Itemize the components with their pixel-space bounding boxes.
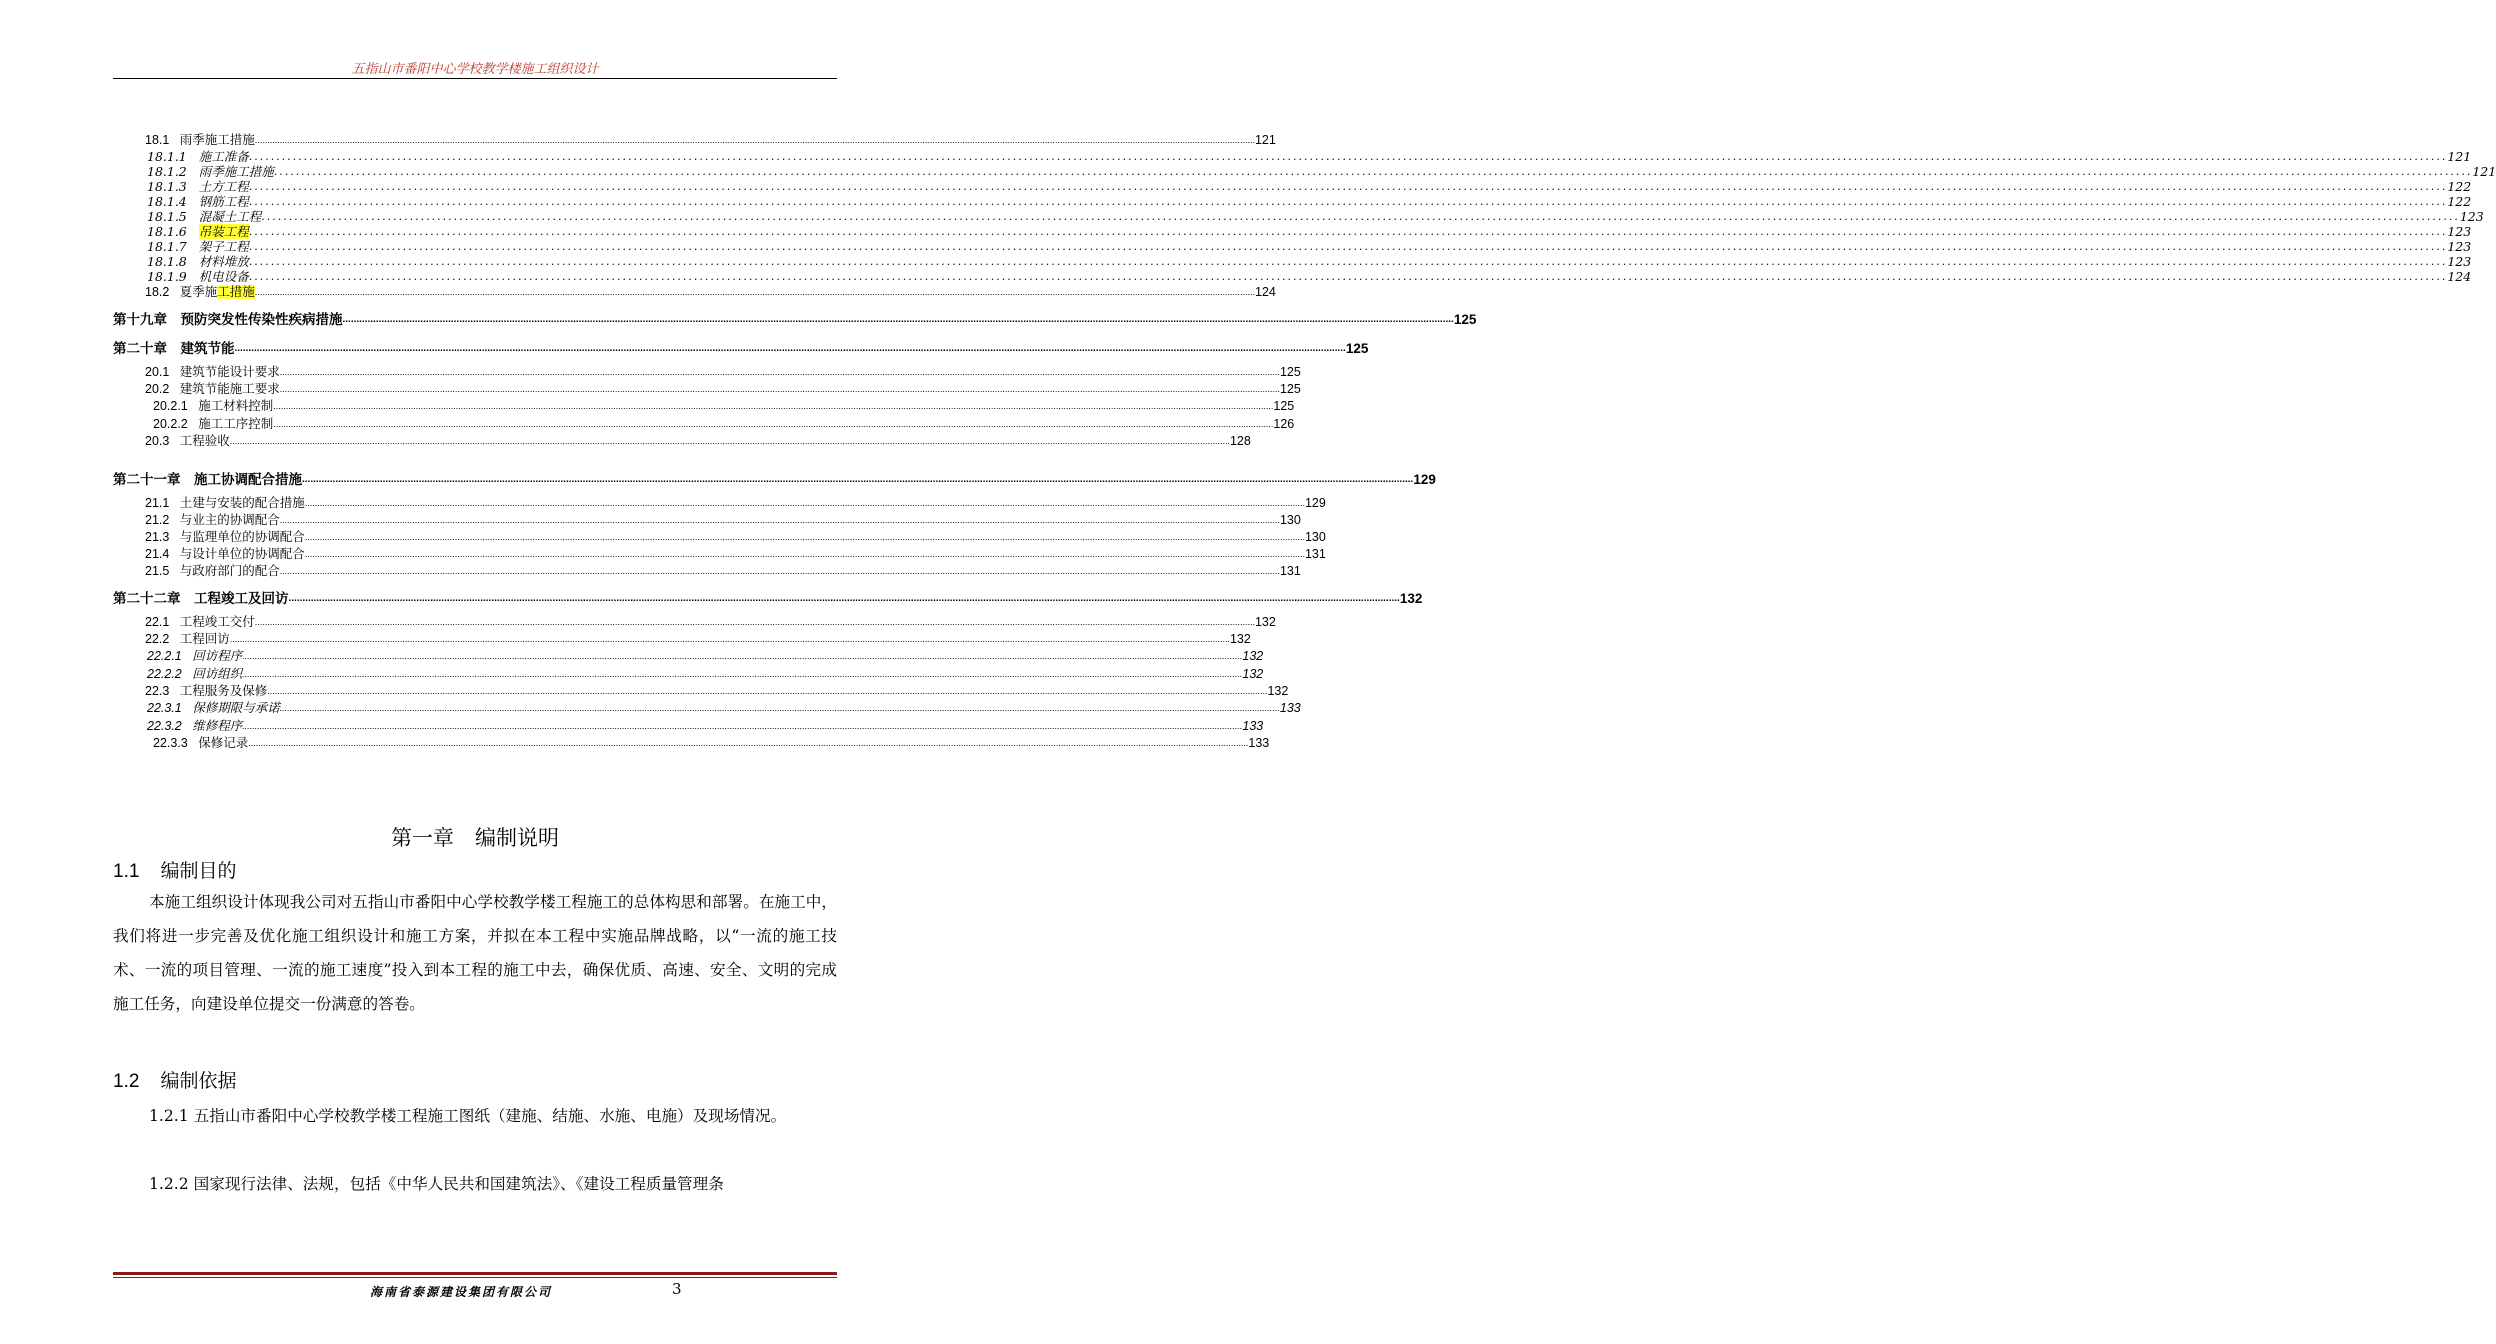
toc-entry-label	[153, 735, 248, 753]
toc-entry-label	[145, 614, 255, 631]
toc-page-number: 125	[1279, 365, 1301, 379]
toc-entry-number: 22.3.1	[147, 701, 182, 715]
toc-entry[interactable]	[113, 589, 1423, 609]
toc-entry-label	[145, 433, 230, 450]
toc-entry-title: 建筑节能施工要求	[179, 382, 280, 396]
toc-entry-number: 21.1	[145, 496, 170, 510]
toc-leader-dots: ................................................................................................................................................................................................................................................................................................................................................................................................................	[273, 418, 1274, 429]
toc-entry[interactable]	[113, 132, 1276, 149]
toc-entry-label	[147, 700, 280, 718]
toc-entry-title: 混凝土工程	[198, 209, 262, 224]
section-title: 编制依据	[160, 1071, 237, 1092]
page-header-title: 五指山市番阳中心学校教学楼施工组织设计	[351, 62, 599, 77]
toc-entry-label	[113, 470, 302, 490]
toc-entry-title: 吊装工程	[198, 224, 249, 239]
toc-leader-dots: ................................................................................................................................................................................................................................................................................................................................................................................................................	[279, 515, 1280, 525]
toc-page-number: 125	[1345, 341, 1369, 356]
toc-entry-label	[147, 194, 249, 209]
toc-page-number: 123	[2447, 254, 2472, 269]
toc-entry-number: 20.2.1	[153, 399, 188, 413]
toc-entry-number: 18.1.5	[147, 209, 187, 224]
toc-entry-number: 第二十一章	[113, 472, 181, 487]
toc-page-number: 121	[1254, 133, 1276, 147]
toc-page-number: 129	[1413, 472, 1436, 487]
toc-entry-title: 工程验收	[179, 434, 230, 448]
toc-entry-number: 18.1	[145, 133, 170, 147]
paragraph-text: 1.2.1 五指山市番阳中心学校教学楼工程施工图纸（建施、结施、水施、电施）及现场情况。	[149, 1107, 787, 1125]
toc-leader-dots: ................................................................................................................................................................................................................................................................................................................................................................................................................	[279, 384, 1280, 394]
toc-entry-title: 雨季施工措施	[179, 133, 255, 147]
toc-leader-dots: ................................................................................................................................................................................................................................................................................................................................................................................................................	[234, 343, 1346, 354]
toc-entry-title: 雨季施工措施	[198, 164, 274, 179]
toc-entry-label	[145, 546, 305, 563]
header-rule	[113, 78, 837, 79]
toc-leader-dots: ................................................................................................................................................................................................................................................................................................................................................................................................................	[242, 668, 1243, 679]
toc-page-number: 123	[2447, 224, 2472, 239]
paragraph	[113, 885, 837, 1021]
toc-entry-title: 工程竣工及回访	[194, 591, 289, 606]
toc-leader-dots: ................................................................................................................................................................................................................................................................................................................................................................................................................	[254, 135, 1255, 145]
toc-entry-number: 18.1.3	[147, 179, 187, 194]
toc-leader-dots: ................................................................................................................................................................................................................................................................................................................................................................................................................	[229, 634, 1230, 644]
toc-entry[interactable]	[113, 614, 1276, 631]
toc-leader-dots: ................................................................................................................................................................................................................................................................................................................................................................................................................	[248, 225, 2448, 238]
toc-entry-title: 架子工程	[198, 239, 249, 254]
toc-page-number: 122	[2447, 179, 2472, 194]
toc-entry-label	[113, 339, 235, 359]
toc-entry[interactable]	[113, 416, 1295, 434]
toc-page-number: 125	[1453, 312, 1477, 327]
toc-page-number: 128	[1229, 434, 1251, 448]
toc-page-number: 125	[1273, 399, 1295, 413]
toc-page-number: 132	[1242, 649, 1264, 663]
toc-entry[interactable]	[113, 364, 1301, 381]
toc-entry[interactable]	[113, 648, 1264, 666]
toc-leader-dots: ................................................................................................................................................................................................................................................................................................................................................................................................................	[248, 195, 2448, 208]
toc-entry-number: 22.2.2	[147, 666, 182, 681]
toc-entry-title: 建筑节能	[180, 341, 235, 356]
toc-page-number: 133	[1248, 736, 1270, 750]
toc-entry-title: 施工材料控制	[198, 399, 274, 413]
toc-leader-dots: ................................................................................................................................................................................................................................................................................................................................................................................................................	[304, 532, 1305, 542]
toc-leader-dots: ................................................................................................................................................................................................................................................................................................................................................................................................................	[279, 703, 1280, 713]
toc-entry-title: 建筑节能设计要求	[179, 365, 280, 379]
toc-entry-number: 第十九章	[113, 312, 167, 327]
toc-entry-title: 工程回访	[179, 632, 230, 646]
toc-entry-number: 22.3.3	[153, 736, 188, 750]
section-number: 1.2	[113, 1071, 140, 1092]
toc-entry-label	[147, 209, 261, 224]
toc-entry-number: 20.2	[145, 382, 170, 396]
toc-entry[interactable]	[113, 433, 1251, 450]
toc-entry-label	[145, 381, 280, 398]
toc-entry[interactable]	[113, 398, 1295, 416]
chapter-title: 第一章 编制说明	[391, 827, 559, 850]
toc-page-number: 123	[2447, 239, 2472, 254]
toc-entry-number: 18.1.1	[147, 149, 187, 164]
toc-entry[interactable]	[113, 700, 1301, 718]
toc-entry[interactable]	[113, 529, 1326, 546]
toc-entry-number: 22.3.2	[147, 718, 182, 733]
toc-entry-title: 土方工程	[198, 179, 249, 194]
toc-entry[interactable]	[113, 339, 1369, 359]
toc-leader-dots: ................................................................................................................................................................................................................................................................................................................................................................................................................	[279, 367, 1280, 377]
toc-entry-label	[153, 398, 273, 416]
toc-entry-number: 22.2.1	[147, 649, 182, 663]
toc-entry[interactable]	[113, 209, 2484, 224]
toc-entry-label	[113, 310, 343, 330]
toc-entry-number: 21.3	[145, 530, 170, 544]
toc-page-number: 132	[1242, 666, 1264, 681]
toc-leader-dots: ................................................................................................................................................................................................................................................................................................................................................................................................................	[248, 255, 2448, 268]
toc-entry-title: 施工准备	[198, 149, 249, 164]
toc-entry-number: 22.3	[145, 684, 170, 698]
toc-entry[interactable]	[113, 718, 1264, 736]
toc-entry-title: 与监理单位的协调配合	[179, 530, 305, 544]
toc-leader-dots: ................................................................................................................................................................................................................................................................................................................................................................................................................	[302, 474, 1414, 485]
toc-page-number: 124	[1255, 285, 1276, 299]
toc-entry-label	[147, 179, 249, 194]
toc-leader-dots: ................................................................................................................................................................................................................................................................................................................................................................................................................	[242, 651, 1243, 661]
toc-entry-label	[147, 254, 249, 269]
toc-page-number: 132	[1254, 615, 1276, 629]
toc-entry-title: 维修程序	[192, 718, 243, 733]
toc-page-number: 131	[1304, 547, 1326, 561]
toc-entry-number: 18.1.2	[147, 164, 187, 179]
toc-entry-label	[145, 512, 280, 529]
footer-rule-thin	[113, 1277, 837, 1278]
toc-entry[interactable]	[113, 495, 1326, 512]
toc-entry-label	[153, 416, 273, 434]
toc-leader-dots: ................................................................................................................................................................................................................................................................................................................................................................................................................	[304, 549, 1305, 559]
toc-leader-dots: ................................................................................................................................................................................................................................................................................................................................................................................................................	[279, 566, 1280, 576]
toc-entry-title: 施工协调配合措施	[194, 472, 302, 487]
toc-entry[interactable]	[113, 239, 2472, 254]
paragraph	[113, 1099, 837, 1133]
toc-leader-dots: ................................................................................................................................................................................................................................................................................................................................................................................................................	[254, 287, 1255, 297]
toc-entry-number: 21.4	[145, 547, 170, 561]
toc-entry-label	[145, 563, 280, 580]
paragraph-text: 1.2.2 国家现行法律、法规，包括《中华人民共和国建筑法》、《建设工程质量管理条	[149, 1175, 724, 1193]
toc-page-number: 129	[1304, 496, 1326, 510]
toc-entry-number: 22.2	[145, 632, 170, 646]
toc-entry-number: 第二十二章	[113, 591, 181, 606]
toc-leader-dots: ................................................................................................................................................................................................................................................................................................................................................................................................................	[248, 240, 2448, 253]
toc-entry[interactable]	[113, 179, 2472, 194]
toc-entry-title: 材料堆放	[198, 254, 249, 269]
toc-page-number: 123	[2459, 209, 2484, 224]
toc-entry-title: 与业主的协调配合	[179, 513, 280, 527]
section-heading-1-2	[113, 1066, 237, 1093]
toc-entry[interactable]	[113, 470, 1436, 490]
toc-entry-title: 施工工序控制	[198, 416, 274, 431]
toc-leader-dots: ................................................................................................................................................................................................................................................................................................................................................................................................................	[288, 593, 1400, 604]
toc-entry-number: 18.2	[145, 285, 170, 299]
toc-page-number: 132	[1267, 684, 1289, 698]
toc-entry-label	[145, 529, 305, 546]
toc-entry-number: 18.1.7	[147, 239, 187, 254]
toc-entry-number: 20.2.2	[153, 416, 188, 431]
toc-entry-title: 回访程序	[192, 649, 243, 663]
toc-entry-number: 第二十章	[113, 341, 167, 356]
toc-entry-label	[113, 589, 289, 609]
toc-entry-title: 回访组织	[192, 666, 243, 681]
toc-leader-dots: ................................................................................................................................................................................................................................................................................................................................................................................................................	[248, 150, 2448, 163]
paragraph	[113, 1167, 837, 1201]
toc-leader-dots: ................................................................................................................................................................................................................................................................................................................................................................................................................	[248, 270, 2448, 283]
section-title: 编制目的	[160, 861, 237, 882]
toc-page-number: 132	[1399, 591, 1423, 606]
toc-entry[interactable]	[113, 512, 1301, 529]
toc-page-number: 125	[1279, 382, 1301, 396]
toc-entry-number: 20.1	[145, 365, 170, 379]
toc-leader-dots: ................................................................................................................................................................................................................................................................................................................................................................................................................	[248, 738, 1249, 748]
toc-page-number: 133	[1279, 701, 1301, 715]
footer-company: 海南省泰源建设集团有限公司	[370, 1285, 553, 1299]
toc-entry-label	[145, 631, 230, 648]
toc-entry-number: 18.1.6	[147, 224, 187, 239]
toc-leader-dots: ................................................................................................................................................................................................................................................................................................................................................................................................................	[304, 498, 1305, 508]
toc-entry-title: 工程服务及保修	[179, 684, 268, 698]
toc-entry[interactable]	[113, 631, 1251, 648]
toc-entry-label	[147, 164, 274, 179]
toc-entry-label	[147, 239, 249, 254]
toc-entry-label	[145, 132, 255, 149]
toc-page-number: 122	[2447, 194, 2472, 209]
toc-entry-number: 20.3	[145, 434, 170, 448]
toc-entry-title: 预防突发性传染性疾病措施	[180, 312, 343, 327]
section-heading-1-1	[113, 856, 237, 883]
toc-entry-title: 机电设备	[198, 269, 249, 284]
toc-entry[interactable]	[113, 546, 1326, 563]
toc-entry-label	[145, 284, 255, 301]
toc-entry[interactable]	[113, 224, 2472, 239]
toc-entry[interactable]	[113, 735, 1270, 753]
toc-entry-label	[147, 224, 249, 239]
toc-page-number: 130	[1279, 513, 1301, 527]
toc-entry-label	[145, 683, 267, 700]
toc-page-number: 121	[2447, 149, 2472, 164]
toc-entry-title: 保修期限与承诺	[192, 701, 280, 715]
toc-entry-label	[145, 364, 280, 381]
toc-entry-label	[147, 718, 242, 736]
toc-entry-label	[147, 648, 242, 666]
toc-entry[interactable]	[113, 381, 1301, 398]
toc-leader-dots: ................................................................................................................................................................................................................................................................................................................................................................................................................	[267, 686, 1268, 696]
toc-entry-label	[145, 495, 305, 512]
toc-entry-number: 21.5	[145, 564, 170, 578]
toc-entry-number: 18.1.4	[147, 194, 187, 209]
toc-entry[interactable]	[113, 269, 2472, 284]
toc-entry-title: 与政府部门的配合	[179, 564, 280, 578]
toc-entry-number: 18.1.8	[147, 254, 187, 269]
toc-entry[interactable]	[113, 310, 1477, 330]
toc-leader-dots: ................................................................................................................................................................................................................................................................................................................................................................................................................	[273, 165, 2473, 178]
toc-entry-title: 土建与安装的配合措施	[179, 496, 305, 510]
toc-leader-dots: ................................................................................................................................................................................................................................................................................................................................................................................................................	[273, 401, 1274, 411]
toc-leader-dots: ................................................................................................................................................................................................................................................................................................................................................................................................................	[261, 210, 2460, 223]
toc-entry[interactable]	[113, 149, 2472, 164]
paragraph-text: 本施工组织设计体现我公司对五指山市番阳中心学校教学楼工程施工的总体构思和部署。在施工中，我们将进一步完善及优化施工组织设计和施工方案，并拟在本工程中实施品牌战略，以“一流的施工技术、一流的项目管理、一流的施工速度”投入到本工程的施工中去，确保优质、高速、安全、文明的完成施工任务，向建设单位提交一份满意的答卷。	[113, 893, 837, 1013]
page-number: 3	[672, 1280, 682, 1298]
toc-entry[interactable]	[113, 666, 1264, 684]
toc-page-number: 133	[1242, 718, 1264, 733]
toc-entry-title: 工程竣工交付	[179, 615, 255, 629]
toc-entry-label	[147, 666, 242, 684]
toc-entry[interactable]	[113, 563, 1301, 580]
toc-entry-number: 18.1.9	[147, 269, 187, 284]
toc-entry-title: 夏季施工措施	[179, 285, 255, 299]
toc-page-number: 126	[1273, 416, 1295, 431]
toc-entry[interactable]	[113, 194, 2472, 209]
toc-leader-dots: ................................................................................................................................................................................................................................................................................................................................................................................................................	[248, 180, 2448, 193]
toc-entry-title: 保修记录	[198, 736, 249, 750]
toc-entry[interactable]	[113, 683, 1289, 700]
toc-page-number: 124	[2447, 269, 2472, 284]
toc-entry-title: 与设计单位的协调配合	[179, 547, 305, 561]
toc-leader-dots: ................................................................................................................................................................................................................................................................................................................................................................................................................	[254, 617, 1255, 627]
toc-entry[interactable]	[113, 284, 1276, 301]
toc-page-number: 132	[1229, 632, 1251, 646]
toc-entry-label	[147, 269, 249, 284]
table-of-contents	[113, 132, 2496, 753]
toc-page-number: 121	[2472, 164, 2496, 179]
toc-leader-dots: ................................................................................................................................................................................................................................................................................................................................................................................................................	[242, 720, 1243, 731]
toc-entry-number: 21.2	[145, 513, 170, 527]
toc-entry-title: 钢筋工程	[198, 194, 249, 209]
toc-page-number: 130	[1304, 530, 1326, 544]
toc-page-number: 131	[1279, 564, 1301, 578]
toc-leader-dots: ................................................................................................................................................................................................................................................................................................................................................................................................................	[342, 314, 1454, 325]
toc-leader-dots: ................................................................................................................................................................................................................................................................................................................................................................................................................	[229, 436, 1230, 446]
toc-entry[interactable]	[113, 254, 2472, 269]
toc-entry-label	[147, 149, 249, 164]
footer-rule-thick	[113, 1272, 837, 1275]
section-number: 1.1	[113, 861, 140, 882]
toc-entry-number: 22.1	[145, 615, 170, 629]
toc-entry[interactable]	[113, 164, 2496, 179]
